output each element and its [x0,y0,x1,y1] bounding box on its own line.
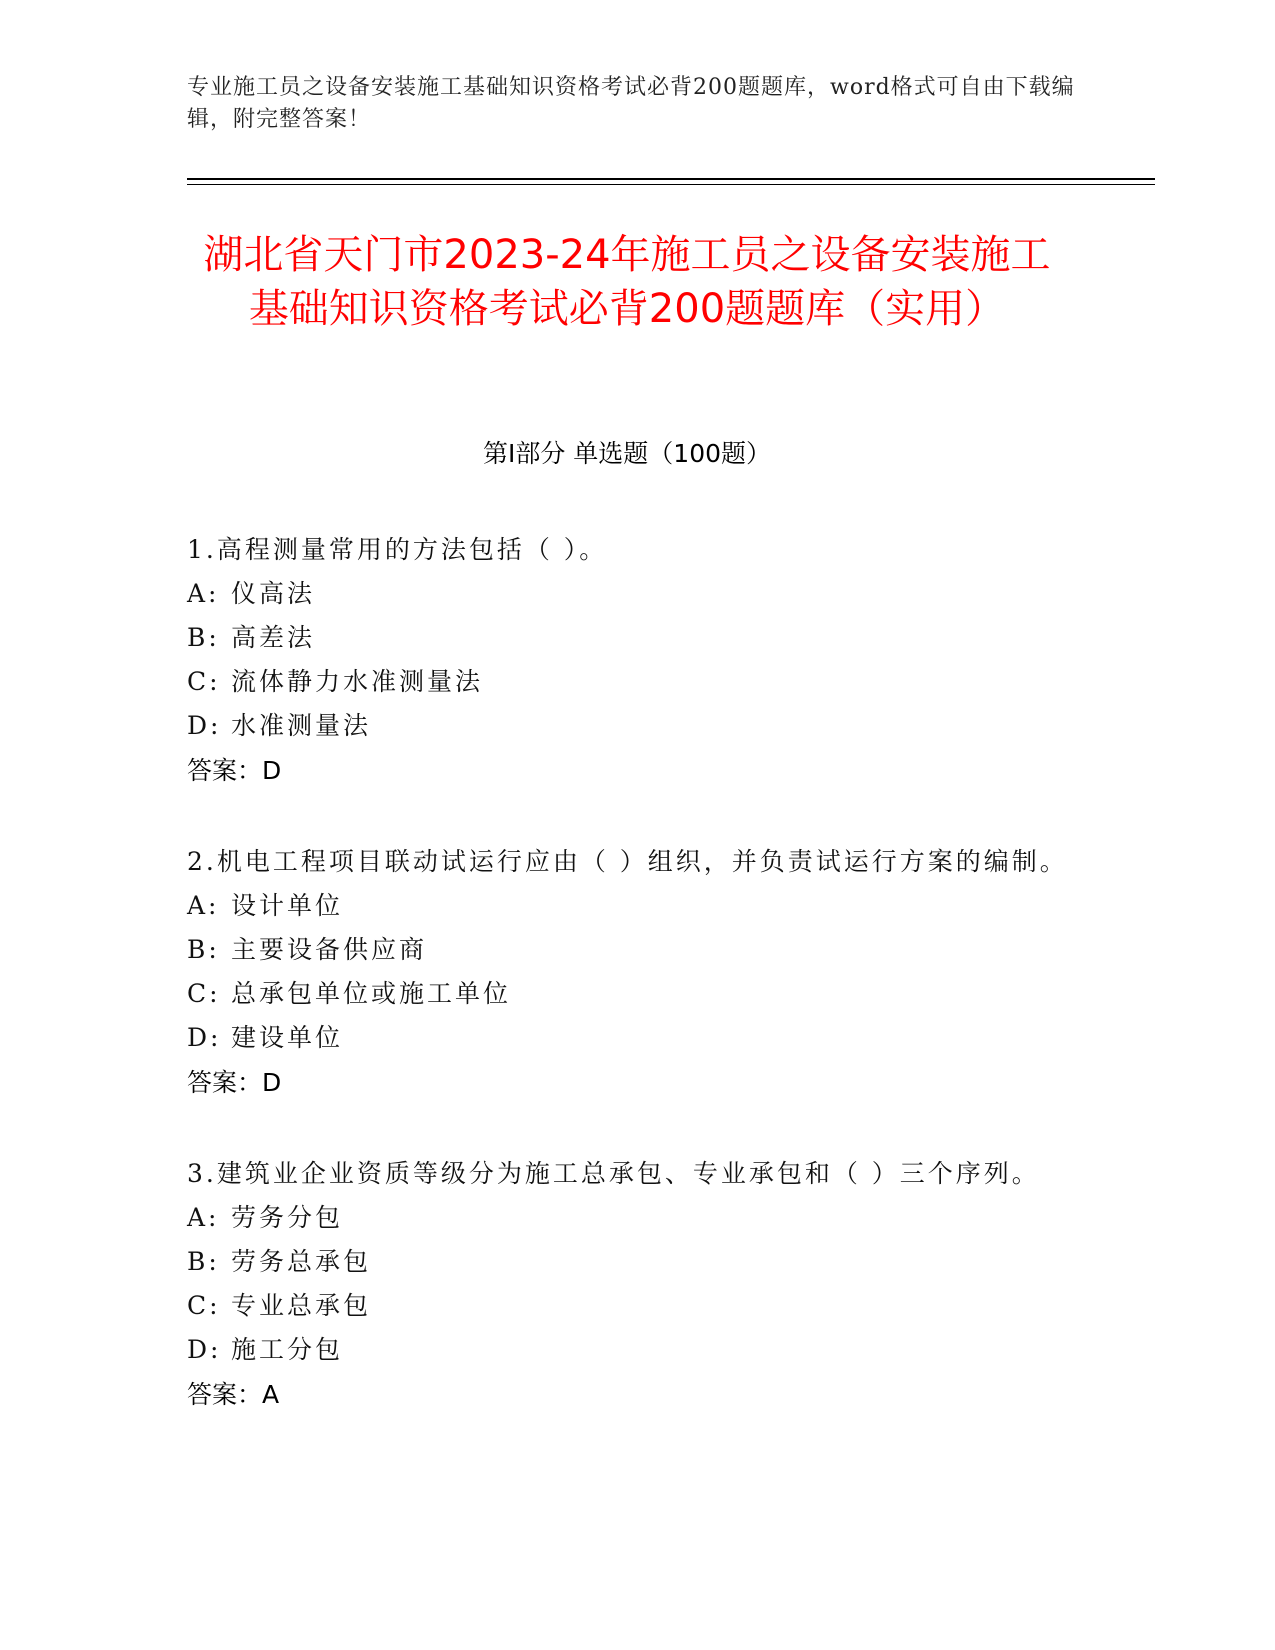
option-text: 流体静力水准测量法 [231,667,484,696]
option-key: B: [187,623,220,652]
option-b [187,928,1087,972]
question-stem: 3.建筑业企业资质等级分为施工总承包、专业承包和（ ）三个序列。 [187,1159,1040,1188]
option-key: A: [187,579,220,608]
option-text: 劳务总承包 [231,1247,372,1276]
option-key: D: [187,1335,222,1364]
answer: 答案：D [187,1068,282,1097]
option-text: 劳务分包 [231,1203,344,1232]
option-text: 设计单位 [231,891,344,920]
option-key: D: [187,1023,222,1052]
option-text: 仪高法 [231,579,316,608]
option-a [187,1196,1087,1240]
option-key: A: [187,1203,220,1232]
option-key: C: [187,979,221,1008]
option-key: D: [187,711,222,740]
option-a [187,884,1087,928]
option-text: 高差法 [231,623,316,652]
option-d [187,1016,1087,1060]
question-stem: 1.高程测量常用的方法包括（ ）。 [187,535,608,564]
option-c [187,660,1087,704]
option-key: C: [187,1291,221,1320]
option-key: A: [187,891,220,920]
option-key: B: [187,1247,220,1276]
option-text: 施工分包 [231,1335,344,1364]
option-key: B: [187,935,220,964]
option-c [187,1284,1087,1328]
option-text: 专业总承包 [231,1291,372,1320]
option-text: 主要设备供应商 [231,935,428,964]
answer: 答案：A [187,1380,280,1409]
option-d [187,1328,1087,1372]
header-rule-thick [187,178,1155,180]
question-stem: 2.机电工程项目联动试运行应由（ ）组织，并负责试运行方案的编制。 [187,847,1068,876]
question-1 [187,528,1087,794]
question-3 [187,1152,1087,1418]
option-c [187,972,1087,1016]
option-text: 水准测量法 [231,711,372,740]
option-b [187,616,1087,660]
option-d [187,704,1087,748]
option-b [187,1240,1087,1284]
question-list [187,528,1087,1464]
question-2 [187,840,1087,1106]
option-key: C: [187,667,221,696]
header-rule-thin [187,184,1155,185]
option-a [187,572,1087,616]
document-title: 湖北省天门市2023-24年施工员之设备安装施工基础知识资格考试必背200题题库（实用） [203,232,1051,332]
header-note: 专业施工员之设备安装施工基础知识资格考试必背200题题库，word格式可自由下载编辑，附完整答案！ [187,75,1075,132]
section-title: 第Ⅰ部分 单选题（100题） [482,439,772,468]
option-text: 建设单位 [231,1023,344,1052]
answer: 答案：D [187,756,282,785]
option-text: 总承包单位或施工单位 [231,979,512,1008]
